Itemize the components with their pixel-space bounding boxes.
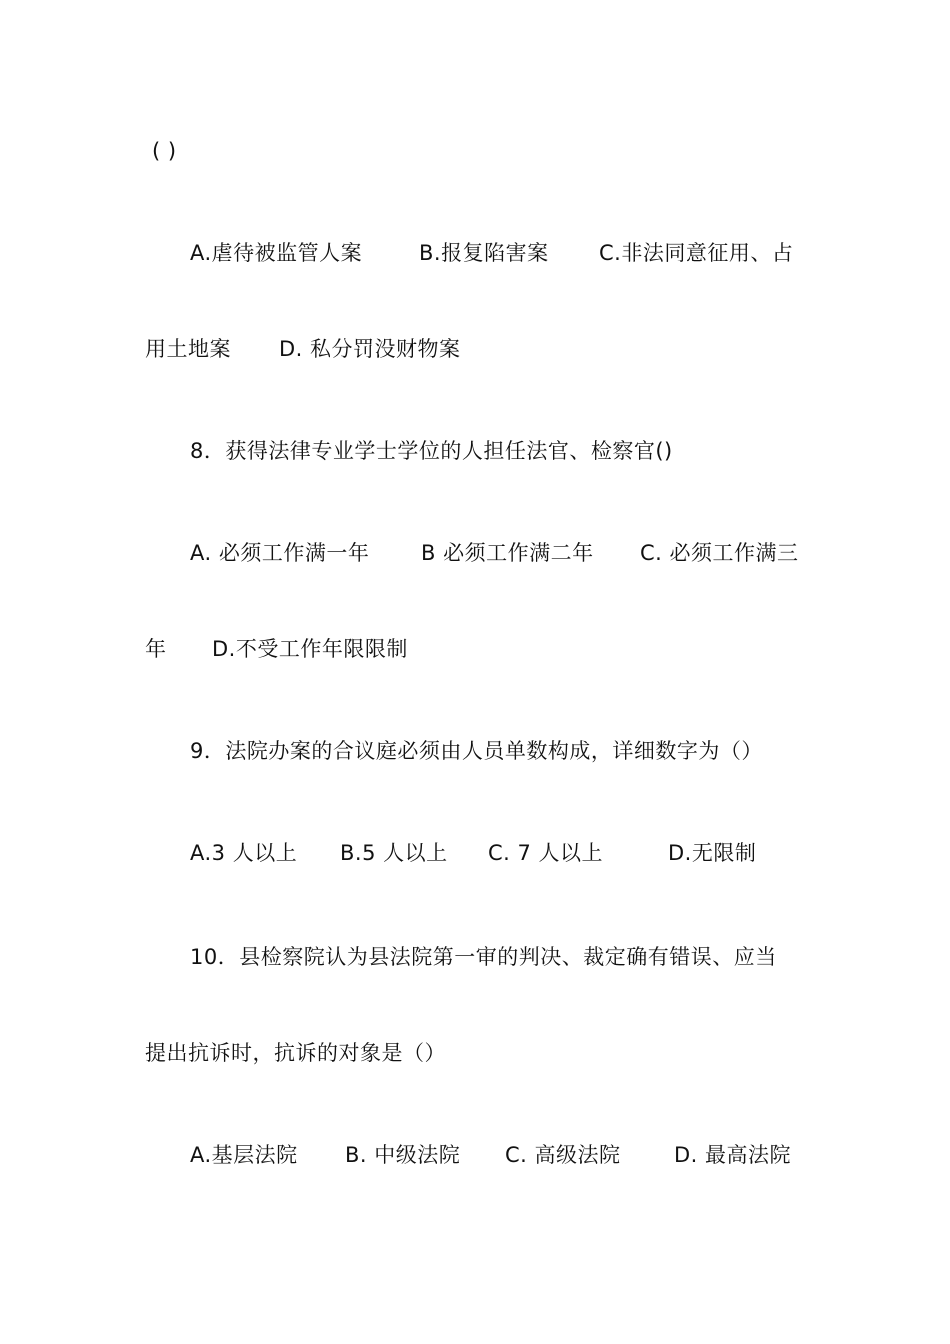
question-7-blank: ( ) [152, 139, 177, 163]
q7-option-c-continued: 用土地案 [145, 337, 231, 361]
question-8-options-row-1 [0, 538, 950, 568]
q9-option-c: C. 7 人以上 [488, 841, 604, 865]
question-8-options-row-2 [0, 634, 950, 664]
q8-option-b: B 必须工作满二年 [421, 541, 594, 565]
q8-option-c: C. 必须工作满三 [640, 541, 799, 565]
question-9-text: 9．法院办案的合议庭必须由人员单数构成，详细数字为（） [190, 739, 763, 763]
q8-option-c-continued: 年 [145, 637, 167, 661]
question-10-text-line-2: 提出抗诉时，抗诉的对象是（） [145, 1041, 446, 1065]
q7-option-a: A.虐待被监管人案 [190, 241, 363, 265]
q7-option-d: D. 私分罚没财物案 [279, 337, 461, 361]
question-10-text-line-1: 10．县检察院认为县法院第一审的判决、裁定确有错误、应当 [190, 945, 777, 969]
q8-option-d: D.不受工作年限限制 [212, 637, 408, 661]
q9-option-b: B.5 人以上 [340, 841, 448, 865]
q7-option-b: B.报复陷害案 [419, 241, 549, 265]
question-7-options-row-2 [0, 334, 950, 364]
q9-option-a: A.3 人以上 [190, 841, 298, 865]
q10-option-c: C. 高级法院 [505, 1143, 621, 1167]
question-10-options-row [0, 1140, 950, 1170]
q10-option-b: B. 中级法院 [345, 1143, 461, 1167]
q10-option-a: A.基层法院 [190, 1143, 298, 1167]
q7-option-c: C.非法同意征用、占 [599, 241, 794, 265]
question-9-options-row [0, 838, 950, 868]
q8-option-a: A. 必须工作满一年 [190, 541, 370, 565]
q9-option-d: D.无限制 [668, 841, 757, 865]
q10-option-d: D. 最高法院 [674, 1143, 792, 1167]
question-8-text: 8．获得法律专业学士学位的人担任法官、检察官() [190, 439, 673, 463]
question-7-options-row-1 [0, 238, 950, 268]
